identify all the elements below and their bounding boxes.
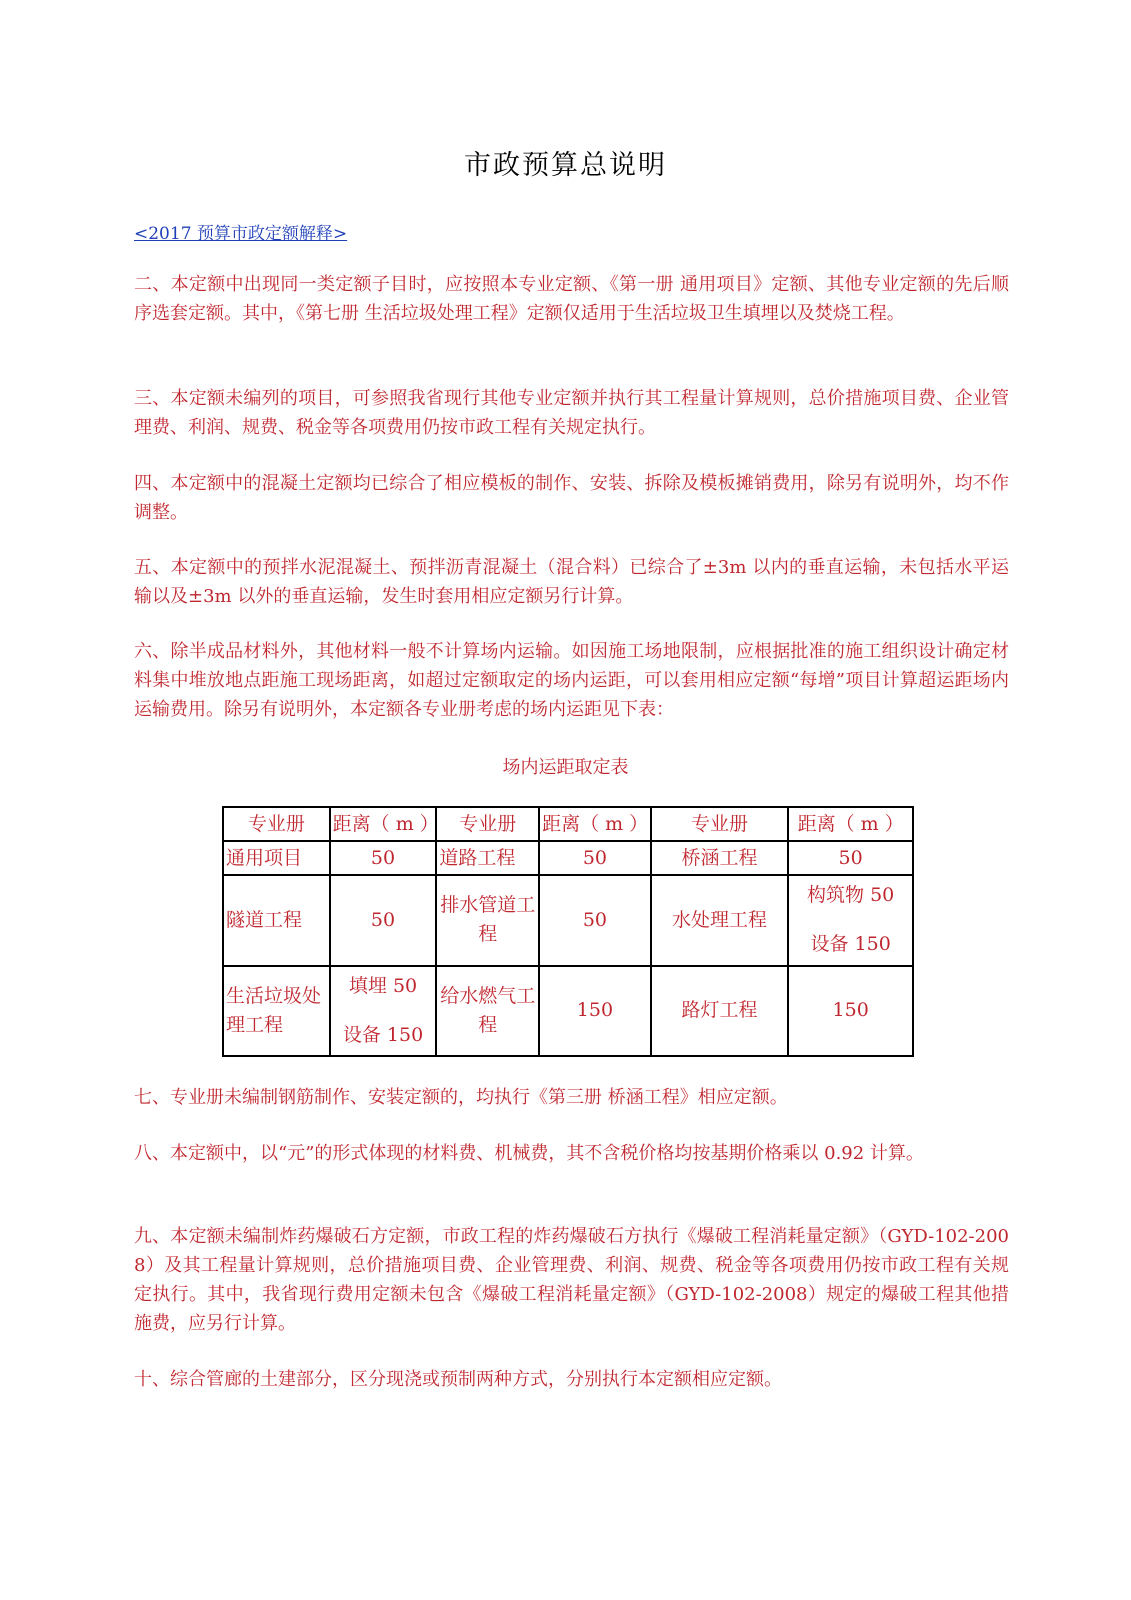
header-cell: 专业册 [651, 807, 789, 841]
header-cell: 专业册 [223, 807, 330, 841]
paragraph-3: 三、本定额未编列的项目，可参照我省现行其他专业定额并执行其工程量计算规则，总价措施项目费、企业管理费、利润、规费、税金等各项费用仍按市政工程有关规定执行。 [134, 388, 1009, 438]
table-cell: 排水管道工程 [436, 875, 539, 965]
table-cell: 通用项目 [223, 841, 330, 875]
paragraph-7: 七、专业册未编制钢筋制作、安装定额的，均执行《第三册 桥涵工程》相应定额。 [134, 1087, 788, 1108]
paragraph-6: 六、除半成品材料外，其他材料一般不计算场内运输。如因施工场地限制，应根据批准的施工组织设计确定材料集中堆放地点距施工现场距离，如超过定额取定的场内运距，可以套用相应定额“每增”项目计算超运距场内运输费用。除另有说明外，本定额各专业册考虑的场内运距见下表： [134, 641, 1009, 720]
table-cell: 桥涵工程 [651, 841, 789, 875]
table-caption: 场内运距取定表 [502, 757, 629, 778]
header-cell: 距离（ m ） [788, 807, 913, 841]
table-cell: 给水燃气工程 [436, 966, 539, 1056]
table-row [223, 875, 913, 965]
table-row [223, 841, 913, 875]
table-header-row [223, 807, 913, 841]
equipment-distance: 设备 150 [342, 1023, 424, 1046]
equipment-distance: 设备 150 [810, 933, 891, 956]
paragraph-4: 四、本定额中的混凝土定额均已综合了相应模板的制作、安装、拆除及模板摊销费用，除另有说明外，均不作调整。 [134, 473, 1009, 523]
table-cell: 路灯工程 [651, 966, 789, 1056]
table-cell: 隧道工程 [223, 875, 330, 965]
table-cell-stacked [330, 966, 437, 1056]
paragraph-9: 九、本定额未编制炸药爆破石方定额，市政工程的炸药爆破石方执行《爆破工程消耗量定额》（GYD-102-2008）及其工程量计算规则，总价措施项目费、企业管理费、利润、规费、税金等各项费用仍按市政工程有关规定执行。其中，我省现行费用定额未包含《爆破工程消耗量定额》（GYD-102-2008）规定的爆破工程其他措施费，应另行计算。 [134, 1226, 1009, 1334]
table-row [223, 966, 913, 1056]
paragraph-8: 八、本定额中，以“元”的形式体现的材料费、机械费，其不含税价格均按基期价格乘以 0.92 计算。 [134, 1143, 924, 1164]
structure-distance: 构筑物 50 [807, 884, 895, 907]
table-cell: 150 [788, 966, 913, 1056]
table-cell: 50 [330, 875, 437, 965]
table-cell: 水处理工程 [651, 875, 789, 965]
transport-distance-table [222, 806, 914, 1057]
table-cell: 生活垃圾处理工程 [223, 966, 330, 1056]
landfill-distance: 填埋 50 [348, 974, 418, 997]
table-cell: 道路工程 [436, 841, 539, 875]
header-cell: 距离（ m ） [330, 807, 437, 841]
table-cell: 50 [330, 841, 437, 875]
header-cell: 专业册 [436, 807, 539, 841]
quota-interpretation-link[interactable]: <2017 预算市政定额解释> [134, 224, 348, 244]
table-cell: 50 [539, 875, 651, 965]
table-cell-stacked [788, 875, 913, 965]
header-cell: 距离（ m ） [539, 807, 651, 841]
table-cell: 50 [539, 841, 651, 875]
table-cell: 50 [788, 841, 913, 875]
paragraph-2: 二、本定额中出现同一类定额子目时，应按照本专业定额、《第一册 通用项目》定额、其他专业定额的先后顺序选套定额。其中，《第七册 生活垃圾处理工程》定额仅适用于生活垃圾卫生填埋以及焚烧工程。 [134, 274, 1009, 324]
page-title: 市政预算总说明 [464, 150, 667, 181]
paragraph-10: 十、综合管廊的土建部分，区分现浇或预制两种方式，分别执行本定额相应定额。 [134, 1369, 782, 1390]
table-cell: 150 [539, 966, 651, 1056]
paragraph-5: 五、本定额中的预拌水泥混凝土、预拌沥青混凝土（混合料）已综合了±3m 以内的垂直运输，未包括水平运输以及±3m 以外的垂直运输，发生时套用相应定额另行计算。 [134, 557, 1009, 607]
